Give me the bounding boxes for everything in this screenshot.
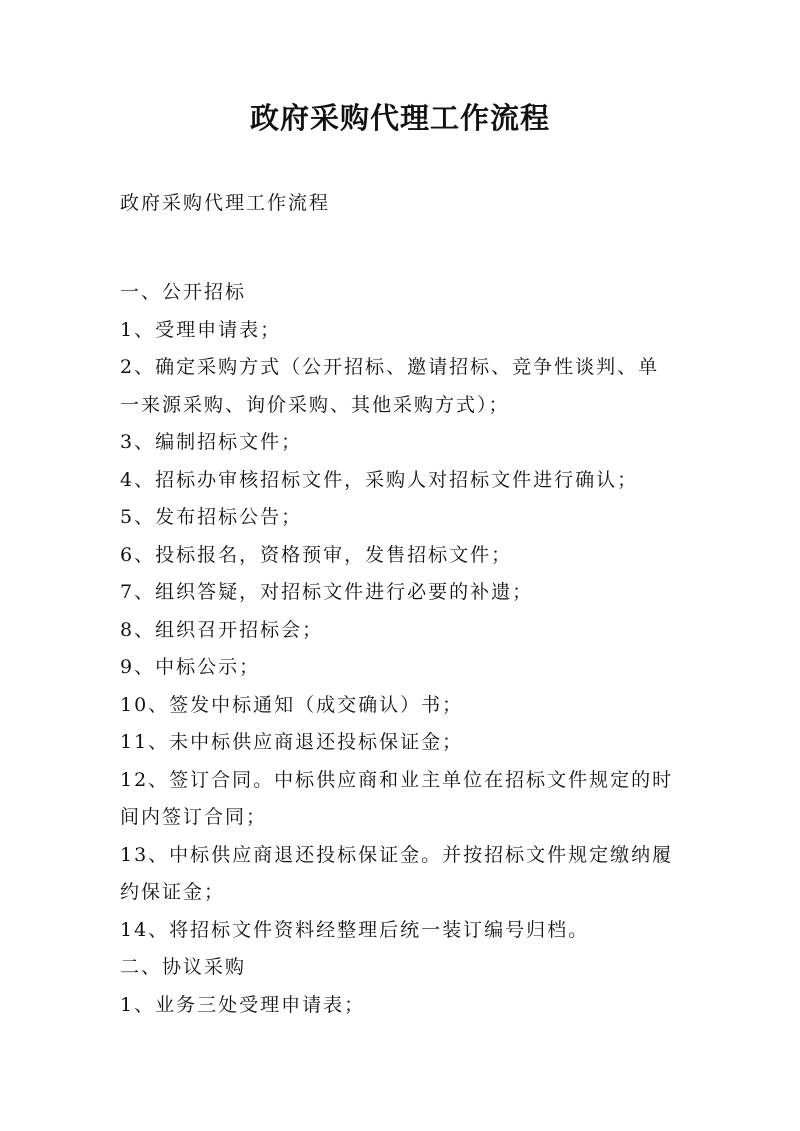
list-item: 8、组织召开招标会； bbox=[120, 618, 324, 641]
list-item: 7、组织答疑，对招标文件进行必要的补遗； bbox=[120, 581, 534, 603]
list-item-continuation: 约保证金； bbox=[120, 881, 226, 903]
list-item-continuation: 间内签订合同； bbox=[120, 806, 268, 828]
list-item: 6、投标报名，资格预审，发售招标文件； bbox=[120, 543, 513, 566]
list-item: 3、编制招标文件； bbox=[120, 431, 303, 453]
list-item: 12、签订合同。中标供应商和业主单位在招标文件规定的时 bbox=[120, 768, 674, 791]
list-item: 9、中标公示； bbox=[120, 656, 261, 678]
document-title: 政府采购代理工作流程 bbox=[249, 101, 550, 135]
list-item: 11、未中标供应商退还投标保证金； bbox=[120, 731, 464, 753]
list-item: 1、受理申请表； bbox=[120, 318, 282, 341]
section-heading-agreement-procurement: 二、协议采购 bbox=[120, 956, 247, 978]
document-body bbox=[120, 184, 680, 1024]
list-item: 2、确定采购方式（公开招标、邀请招标、竞争性谈判、单 bbox=[120, 356, 660, 378]
list-item-continuation: 一来源采购、询价采购、其他采购方式）； bbox=[120, 393, 510, 416]
paragraph-spacer bbox=[120, 222, 680, 274]
list-item: 13、中标供应商退还投标保证金。并按招标文件规定缴纳履 bbox=[120, 843, 674, 866]
list-item: 10、签发中标通知（成交确认）书； bbox=[120, 693, 464, 716]
list-item: 14、将招标文件资料经整理后统一装订编号归档。 bbox=[120, 918, 590, 941]
list-item: 4、招标办审核招标文件，采购人对招标文件进行确认； bbox=[120, 468, 639, 491]
document-subtitle: 政府采购代理工作流程 bbox=[120, 192, 331, 214]
list-item: 5、发布招标公告； bbox=[120, 506, 303, 528]
list-item: 1、业务三处受理申请表； bbox=[120, 993, 366, 1016]
section-heading-public-bidding: 一、公开招标 bbox=[120, 281, 247, 303]
